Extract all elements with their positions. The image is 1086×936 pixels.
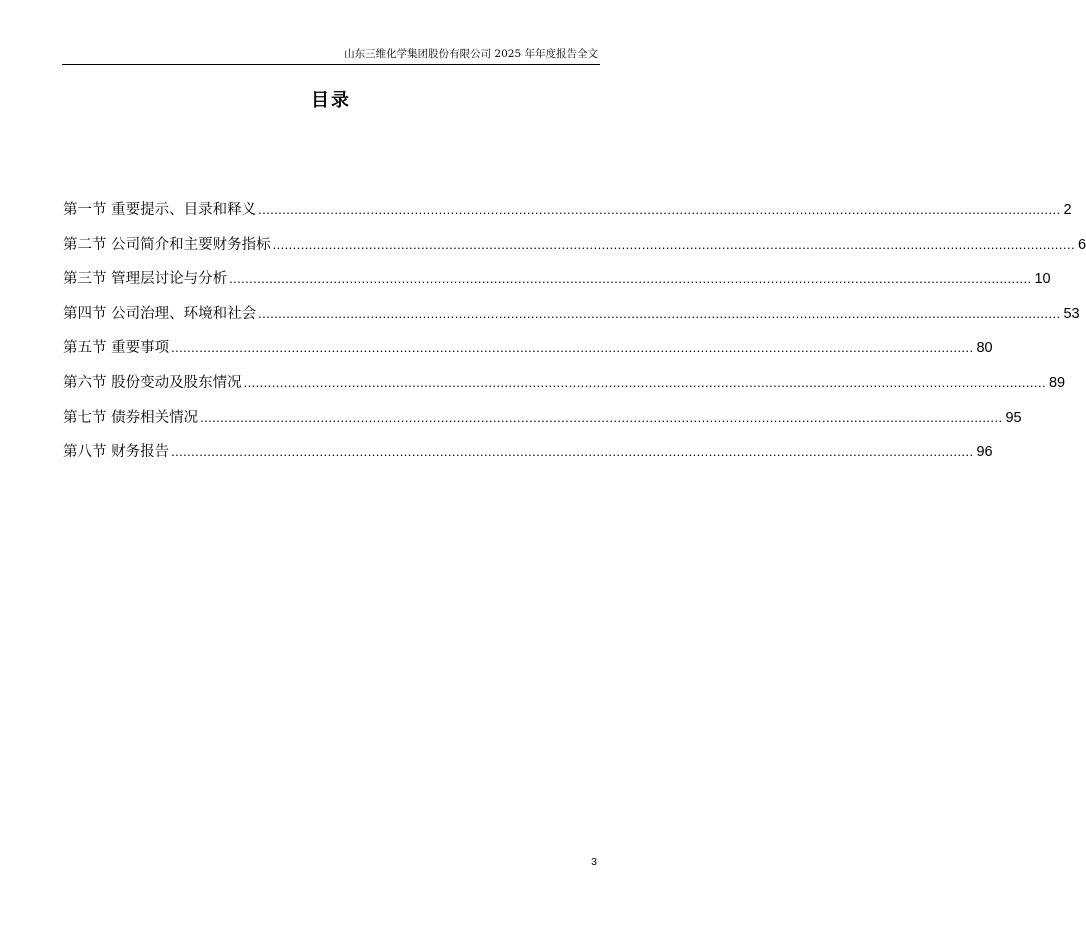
- toc-leader-dots: ........................................................................................................................................................................................................: [171, 444, 974, 460]
- header-text: 山东三维化学集团股份有限公司 2025 年年度报告全文: [344, 48, 598, 60]
- toc-entry[interactable]: [63, 267, 1051, 302]
- toc-entry-label: 第一节 重要提示、目录和释义: [63, 202, 257, 218]
- toc-entry-label: 第五节 重要事项: [63, 340, 170, 357]
- toc-entry-page: 6: [1077, 236, 1086, 253]
- toc-leader-dots: ........................................................................................................................................................................................................: [171, 340, 974, 356]
- toc-entry-label: 第八节 财务报告: [63, 444, 170, 461]
- toc-leader-dots: ........................................................................................................................................................................................................: [258, 202, 1061, 217]
- page-header: [62, 44, 600, 65]
- toc-entry[interactable]: [63, 440, 993, 475]
- toc-leader-dots: ........................................................................................................................................................................................................: [200, 409, 1003, 425]
- table-of-contents: [63, 198, 1086, 475]
- toc-leader-dots: ........................................................................................................................................................................................................: [258, 305, 1061, 321]
- toc-entry-page: 80: [976, 340, 993, 357]
- toc-leader-dots: ........................................................................................................................................................................................................: [243, 374, 1046, 390]
- page-title: 目录: [311, 90, 351, 111]
- toc-entry-label: 第二节 公司简介和主要财务指标: [63, 236, 271, 253]
- toc-entry-page: 2: [1063, 202, 1072, 218]
- page-number: 3: [591, 856, 597, 868]
- toc-entry[interactable]: [63, 371, 1066, 406]
- toc-entry-page: 95: [1005, 409, 1022, 426]
- toc-entry[interactable]: [63, 198, 1072, 233]
- toc-entry-page: 53: [1063, 305, 1080, 322]
- toc-entry[interactable]: [63, 302, 1080, 337]
- toc-leader-dots: ........................................................................................................................................................................................................: [229, 271, 1032, 287]
- toc-leader-dots: ........................................................................................................................................................................................................: [272, 236, 1075, 252]
- toc-entry[interactable]: [63, 233, 1086, 268]
- toc-entry-label: 第七节 债券相关情况: [63, 409, 199, 426]
- toc-entry-page: 10: [1034, 271, 1051, 288]
- toc-entry-label: 第六节 股份变动及股东情况: [63, 374, 242, 391]
- toc-entry[interactable]: [63, 406, 1022, 441]
- toc-entry-page: 96: [976, 444, 993, 461]
- toc-entry-label: 第四节 公司治理、环境和社会: [63, 305, 257, 322]
- toc-entry[interactable]: [63, 336, 993, 371]
- toc-entry-label: 第三节 管理层讨论与分析: [63, 271, 228, 288]
- toc-entry-page: 89: [1048, 374, 1066, 391]
